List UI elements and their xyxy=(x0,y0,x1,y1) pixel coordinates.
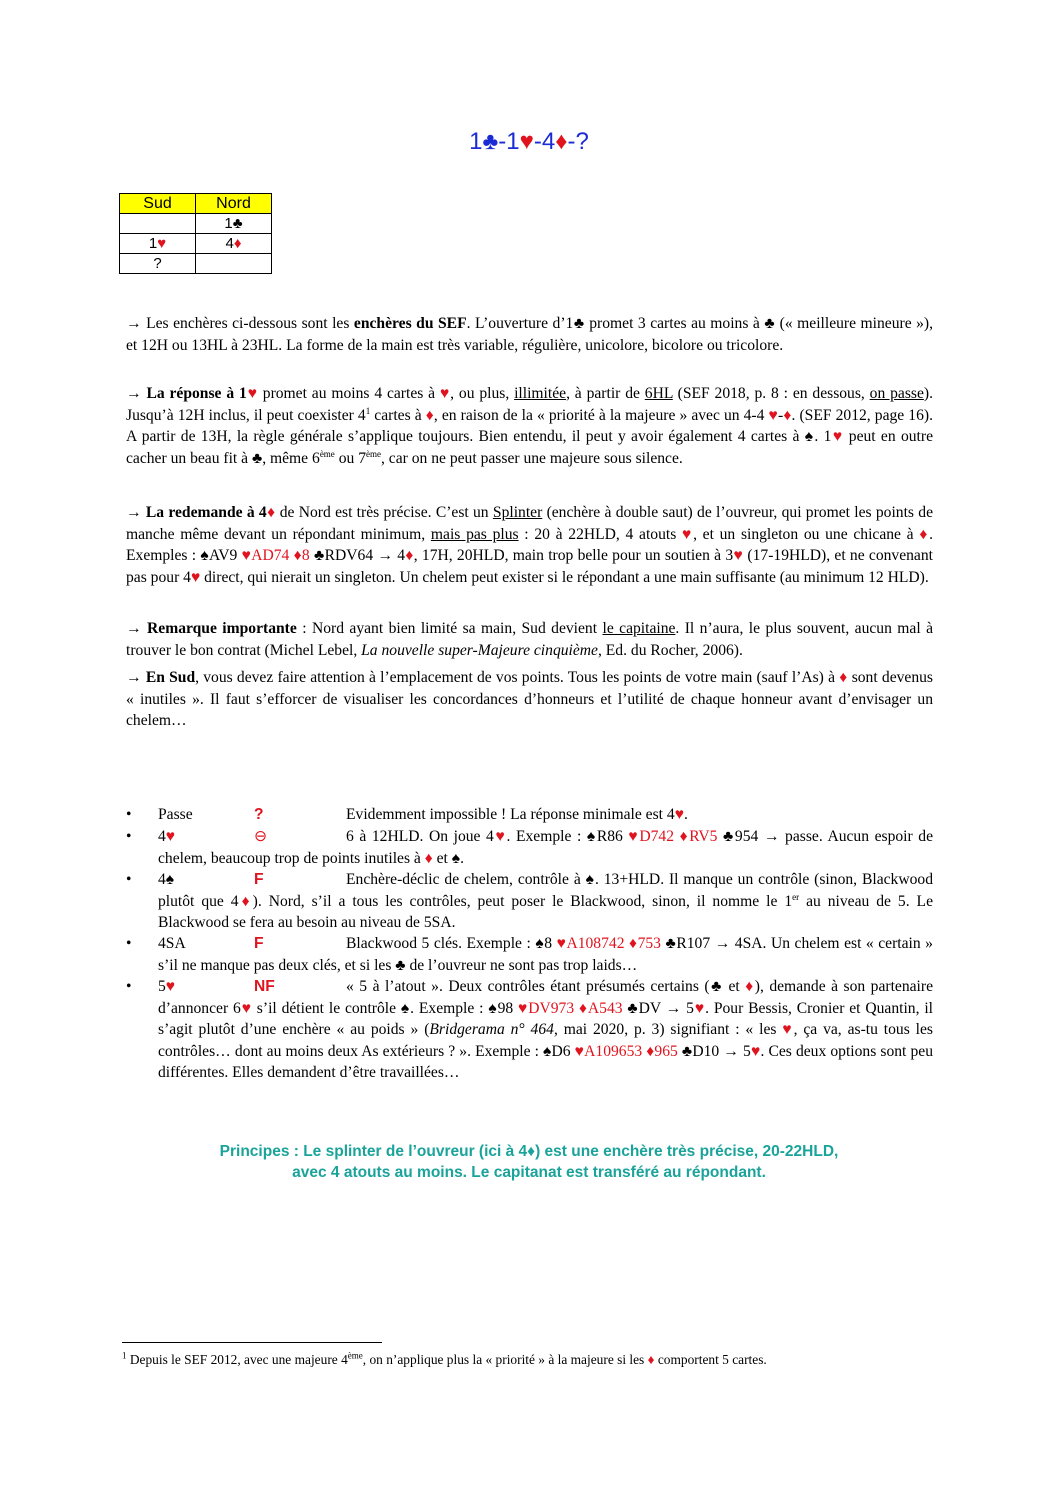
list-item: • 4♠ F Enchère-déclic de chelem, contrôle à ♠. 13+HLD. Il manque un contrôle (sinon, Blackwood plutôt que 4♦). Nord, s’il a tous les contrôles, peut poser le Blackwood, sinon, il nomme le 1er au niveau de 5. Le Blackwood se fera au besoin au niveau de 5SA. xyxy=(126,871,934,931)
header-nord: Nord xyxy=(196,194,272,214)
list-item: • 4SA F Blackwood 5 clés. Exemple : ♠8 ♥A108742 ♦753 ♣R107 → 4SA. Un chelem est « certain » s’il ne manque pas deux clés, et si les ♣ de l’ouvreur ne sont pas trop laids… xyxy=(126,935,933,974)
paragraph-en-sud: → En Sud, vous devez faire attention à l’emplacement de vos points. Tous les points de votre main (sauf l’As) à ♦ sont devenus « inutiles ». Il faut s’efforcer de visualiser les concordances d’honneurs et l’utilité de chaque honneur avant d’envisager un chelem… xyxy=(126,669,933,729)
paragraph-redemande: → La redemande à 4♦ de Nord est très précise. C’est un Splinter (enchère à double saut) de l’ouvreur, qui promet les points de manche même devant un répondant minimum, mais pas plus : 20 à 22HLD, 4 atouts ♥, et un singleton ou une chicane à ♦. Exemples : ♠AV9 ♥AD74 ♦8 ♣RDV64 → 4♦, 17H, 20HLD, main trop belle pour un soutien à 3♥ (17-19HLD), et ne convenant pas pour 4♥ direct, qui nierait un singleton. Un chelem peut exister si le répondant a une main suffisante (au minimum 12 HLD). xyxy=(126,504,933,586)
bid-cell: 4♦ xyxy=(196,234,272,254)
bidding-table xyxy=(119,193,272,274)
bid-cell: 1♣ xyxy=(196,214,272,234)
bid-cell: 1♥ xyxy=(120,234,196,254)
page-title: 1♣-1♥-4♦-? xyxy=(469,128,589,155)
principles-line: avec 4 atouts au moins. Le capitanat est transféré au répondant. xyxy=(292,1164,766,1181)
footnote-divider xyxy=(122,1342,382,1343)
bid-cell: ? xyxy=(120,254,196,274)
principles-line: Principes : Le splinter de l’ouvreur (ici à 4♦) est une enchère très précise, 20-22HLD, xyxy=(219,1143,839,1160)
paragraph-reponse: → La réponse à 1♥ promet au moins 4 cartes à ♥, ou plus, illimitée, à partir de 6HL (SEF 2018, p. 8 : en dessous, on passe). Jusqu’à 12H inclus, il peut coexister $4^1$ cartes à ♦, en raison de la « priorité à la majeure » avec un 4-4 ♥-♦. (SEF 2012, page 16). A partir de 13H, la règle générale s’applique toujours. Bien entendu, il peut y avoir également 4 cartes à ♠. 1♥ peut en outre cacher un beau fit à ♣, même 6ème ou 7ème, car on ne peut passer une majeure sous silence. xyxy=(126,385,933,467)
paragraph-remarque: → Remarque importante : Nord ayant bien limité sa main, Sud devient le capitaine. Il n’aura, le plus souvent, aucun mal à trouver le bon contrat (Michel Lebel, La nouvelle super-Majeure cinquième, Ed. du Rocher, 2006). xyxy=(126,620,934,659)
bid-cell xyxy=(196,254,272,274)
footnote: $^1$ Depuis le SEF 2012, avec une majeure 4ème, on n’applique plus la « priorité » à la majeure si les ♦ comportent 5 cartes. xyxy=(122,1350,767,1367)
list-item: • 4♥ ⊖ 6 à 12HLD. On joue 4♥. Exemple : ♠R86 ♥D742 ♦RV5 ♣954 → passe. Aucun espoir de chelem, beaucoup trop de points inutiles à ♦ et ♠. xyxy=(126,828,933,867)
list-item: • Passe ? Evidemment impossible ! La réponse minimale est 4♥. xyxy=(126,806,688,823)
header-sud: Sud xyxy=(120,194,196,214)
list-item: • 5♥ NF « 5 à l’atout ». Deux contrôles étant présumés certains (♣ et ♦), demande à son partenaire d’annoncer 6♥ s’il détient le contrôle ♠. Exemple : ♠98 ♥DV973 ♦A543 ♣DV → 5♥. Pour Bessis, Cronier et Quantin, il s’agit plutôt d’une enchère « au poids » (Bridgerama n° 464, mai 2020, p. 3) signifiant : « les ♥, ça va, as-tu tous les contrôles… dont au moins deux As extérieurs ? ». Exemple : ♠D6 ♥A109653 ♦965 ♣D10 → 5♥. Ces deux options sont peu différentes. Elles demandent d’être travaillées… xyxy=(126,978,934,1081)
principles-box xyxy=(0,1141,1058,1183)
paragraph-encheres: → Les enchères ci-dessous sont les enchères du SEF. L’ouverture d’1♣ promet 3 cartes au moins à ♣ (« meilleure mineure »), et 12H ou 13HL à 23HL. La forme de la main est très variable, régulière, unicolore, bicolore ou tricolore. xyxy=(126,315,933,354)
bid-cell xyxy=(120,214,196,234)
